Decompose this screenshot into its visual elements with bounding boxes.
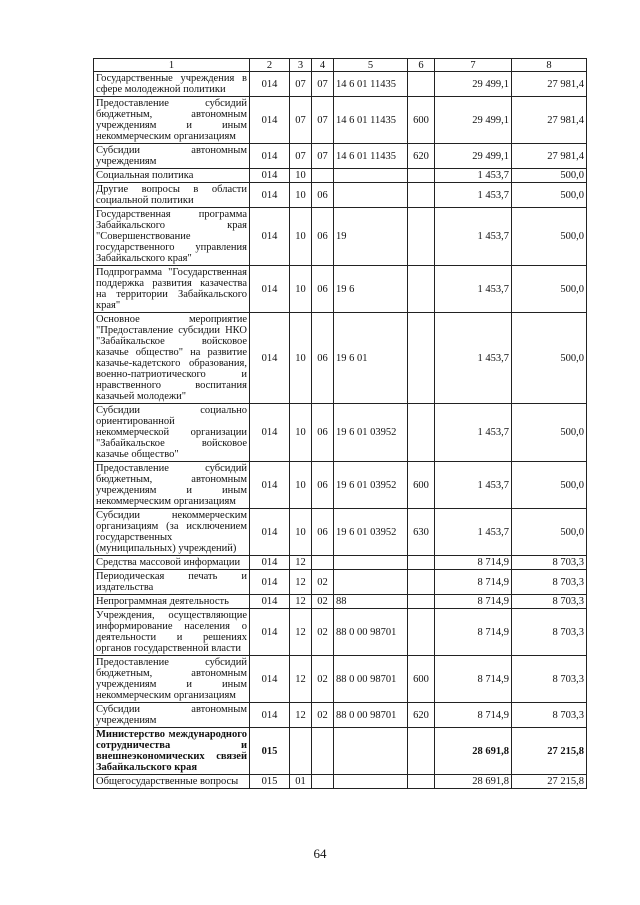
cell-expense-type: 620	[408, 703, 435, 728]
cell-amount-col7: 28 691,8	[435, 728, 512, 775]
cell-name: Учреждения, осуществляющие информирование населения о деятельности и решениях органов государственной власти	[94, 609, 250, 656]
table-row	[94, 404, 587, 462]
cell-amount-col8: 500,0	[512, 404, 587, 462]
cell-amount-col8: 8 703,3	[512, 556, 587, 570]
cell-target-article: 19 6	[334, 266, 408, 313]
header-cell-5: 5	[334, 59, 408, 72]
cell-expense-type	[408, 609, 435, 656]
cell-subsection: 06	[312, 266, 334, 313]
cell-target-article: 19	[334, 208, 408, 266]
cell-expense-type: 630	[408, 509, 435, 556]
cell-amount-col8: 27 215,8	[512, 775, 587, 789]
table-row	[94, 570, 587, 595]
table-row	[94, 183, 587, 208]
cell-expense-type	[408, 183, 435, 208]
cell-amount-col8: 500,0	[512, 266, 587, 313]
cell-name: Общегосударственные вопросы	[94, 775, 250, 789]
cell-expense-type	[408, 728, 435, 775]
cell-subsection: 06	[312, 462, 334, 509]
cell-expense-type: 620	[408, 144, 435, 169]
cell-subsection	[312, 556, 334, 570]
cell-name: Государственные учреждения в сфере молодежной политики	[94, 72, 250, 97]
cell-name: Подпрограмма "Государственная поддержка развития казачества на территории Забайкальского края"	[94, 266, 250, 313]
cell-section: 10	[290, 313, 312, 404]
cell-section: 10	[290, 208, 312, 266]
cell-amount-col7: 29 499,1	[435, 97, 512, 144]
cell-subsection	[312, 775, 334, 789]
cell-target-article: 19 6 01	[334, 313, 408, 404]
table-row	[94, 313, 587, 404]
cell-expense-type	[408, 72, 435, 97]
cell-subsection: 02	[312, 609, 334, 656]
table-row	[94, 208, 587, 266]
cell-amount-col8: 27 981,4	[512, 144, 587, 169]
cell-name: Министерство международного сотрудничества и внешнеэкономических связей Забайкальского края	[94, 728, 250, 775]
cell-amount-col8: 8 703,3	[512, 570, 587, 595]
cell-amount-col7: 1 453,7	[435, 462, 512, 509]
cell-amount-col8: 27 215,8	[512, 728, 587, 775]
cell-target-article: 88 0 00 98701	[334, 609, 408, 656]
table-row	[94, 728, 587, 775]
cell-amount-col7: 8 714,9	[435, 556, 512, 570]
cell-section: 01	[290, 775, 312, 789]
table-row	[94, 72, 587, 97]
table-row	[94, 556, 587, 570]
cell-subsection: 02	[312, 703, 334, 728]
cell-amount-col8: 500,0	[512, 208, 587, 266]
cell-name: Периодическая печать и издательства	[94, 570, 250, 595]
cell-admin-code: 014	[250, 169, 290, 183]
cell-amount-col7: 29 499,1	[435, 144, 512, 169]
cell-expense-type	[408, 266, 435, 313]
cell-amount-col7: 8 714,9	[435, 609, 512, 656]
cell-section: 10	[290, 462, 312, 509]
cell-subsection	[312, 169, 334, 183]
cell-expense-type	[408, 313, 435, 404]
cell-target-article	[334, 556, 408, 570]
header-cell-4: 4	[312, 59, 334, 72]
table-row	[94, 144, 587, 169]
cell-admin-code: 014	[250, 313, 290, 404]
cell-admin-code: 014	[250, 595, 290, 609]
cell-target-article: 19 6 01 03952	[334, 462, 408, 509]
cell-admin-code: 014	[250, 144, 290, 169]
cell-amount-col8: 8 703,3	[512, 595, 587, 609]
cell-admin-code: 014	[250, 509, 290, 556]
cell-expense-type	[408, 208, 435, 266]
cell-target-article	[334, 183, 408, 208]
cell-subsection: 07	[312, 144, 334, 169]
cell-amount-col7: 1 453,7	[435, 266, 512, 313]
cell-name: Субсидии некоммерческим организациям (за исключением государственных (муниципальных) учреждений)	[94, 509, 250, 556]
cell-admin-code: 014	[250, 404, 290, 462]
cell-amount-col8: 500,0	[512, 462, 587, 509]
table-row	[94, 169, 587, 183]
cell-expense-type: 600	[408, 656, 435, 703]
cell-amount-col7: 8 714,9	[435, 570, 512, 595]
cell-section: 10	[290, 266, 312, 313]
cell-expense-type	[408, 775, 435, 789]
cell-subsection: 02	[312, 595, 334, 609]
cell-amount-col7: 28 691,8	[435, 775, 512, 789]
table-row	[94, 656, 587, 703]
cell-expense-type	[408, 570, 435, 595]
cell-admin-code: 014	[250, 97, 290, 144]
cell-admin-code: 014	[250, 72, 290, 97]
cell-section: 07	[290, 144, 312, 169]
cell-target-article: 14 6 01 11435	[334, 144, 408, 169]
cell-name: Государственная программа Забайкальского края "Совершенствование государственного управления Забайкальского края"	[94, 208, 250, 266]
header-cell-6: 6	[408, 59, 435, 72]
cell-admin-code: 014	[250, 656, 290, 703]
cell-name: Субсидии автономным учреждениям	[94, 144, 250, 169]
page-number: 64	[313, 846, 327, 861]
cell-name: Основное мероприятие "Предоставление субсидии НКО "Забайкальское войсковое казачье общество" на развитие казачье-кадетского образования, военно-патриотического и нравственного воспитания казачьей молодежи"	[94, 313, 250, 404]
cell-admin-code: 014	[250, 183, 290, 208]
cell-target-article: 88 0 00 98701	[334, 656, 408, 703]
cell-name: Непрограммная деятельность	[94, 595, 250, 609]
cell-amount-col8: 8 703,3	[512, 609, 587, 656]
cell-target-article: 19 6 01 03952	[334, 509, 408, 556]
cell-amount-col7: 1 453,7	[435, 208, 512, 266]
cell-amount-col7: 1 453,7	[435, 404, 512, 462]
cell-name: Субсидии автономным учреждениям	[94, 703, 250, 728]
cell-amount-col7: 8 714,9	[435, 595, 512, 609]
cell-subsection: 06	[312, 183, 334, 208]
cell-target-article	[334, 775, 408, 789]
cell-target-article	[334, 728, 408, 775]
header-cell-1: 1	[94, 59, 250, 72]
cell-expense-type	[408, 169, 435, 183]
table-row	[94, 462, 587, 509]
cell-subsection: 06	[312, 208, 334, 266]
cell-amount-col7: 1 453,7	[435, 313, 512, 404]
cell-subsection: 07	[312, 97, 334, 144]
header-row	[94, 59, 587, 72]
header-cell-2: 2	[250, 59, 290, 72]
cell-amount-col7: 1 453,7	[435, 169, 512, 183]
cell-amount-col8: 500,0	[512, 183, 587, 208]
cell-admin-code: 015	[250, 728, 290, 775]
cell-amount-col7: 8 714,9	[435, 656, 512, 703]
cell-name: Социальная политика	[94, 169, 250, 183]
cell-section	[290, 728, 312, 775]
cell-expense-type: 600	[408, 97, 435, 144]
cell-admin-code: 014	[250, 570, 290, 595]
cell-amount-col8: 8 703,3	[512, 656, 587, 703]
cell-admin-code: 014	[250, 462, 290, 509]
cell-section: 12	[290, 609, 312, 656]
cell-target-article	[334, 169, 408, 183]
table-row	[94, 97, 587, 144]
cell-amount-col7: 29 499,1	[435, 72, 512, 97]
cell-amount-col8: 500,0	[512, 169, 587, 183]
header-cell-8: 8	[512, 59, 587, 72]
cell-name: Субсидии социально ориентированной некоммерческой организации "Забайкальское войсковое казачье общество"	[94, 404, 250, 462]
table-body	[94, 72, 587, 789]
cell-amount-col8: 27 981,4	[512, 97, 587, 144]
cell-name: Средства массовой информации	[94, 556, 250, 570]
cell-subsection: 06	[312, 313, 334, 404]
header-cell-7: 7	[435, 59, 512, 72]
cell-section: 10	[290, 509, 312, 556]
cell-section: 12	[290, 656, 312, 703]
cell-name: Другие вопросы в области социальной политики	[94, 183, 250, 208]
cell-section: 12	[290, 703, 312, 728]
table-row	[94, 509, 587, 556]
cell-admin-code: 014	[250, 703, 290, 728]
cell-section: 12	[290, 595, 312, 609]
cell-section: 10	[290, 404, 312, 462]
cell-section: 10	[290, 169, 312, 183]
cell-subsection: 06	[312, 404, 334, 462]
cell-section: 12	[290, 570, 312, 595]
cell-expense-type	[408, 556, 435, 570]
cell-name: Предоставление субсидий бюджетным, автономным учреждениям и иным некоммерческим организациям	[94, 97, 250, 144]
cell-amount-col7: 1 453,7	[435, 509, 512, 556]
cell-subsection: 07	[312, 72, 334, 97]
cell-admin-code: 014	[250, 266, 290, 313]
cell-subsection: 02	[312, 570, 334, 595]
cell-target-article: 88	[334, 595, 408, 609]
cell-expense-type	[408, 404, 435, 462]
cell-amount-col8: 8 703,3	[512, 703, 587, 728]
budget-table	[93, 58, 587, 789]
cell-section: 07	[290, 72, 312, 97]
cell-amount-col8: 500,0	[512, 313, 587, 404]
header-cell-3: 3	[290, 59, 312, 72]
cell-target-article: 88 0 00 98701	[334, 703, 408, 728]
cell-amount-col7: 8 714,9	[435, 703, 512, 728]
cell-admin-code: 014	[250, 609, 290, 656]
cell-admin-code: 014	[250, 208, 290, 266]
table-row	[94, 609, 587, 656]
cell-section: 12	[290, 556, 312, 570]
table-row	[94, 266, 587, 313]
table-row	[94, 595, 587, 609]
cell-name: Предоставление субсидий бюджетным, автономным учреждениям и иным некоммерческим организациям	[94, 656, 250, 703]
cell-subsection	[312, 728, 334, 775]
cell-name: Предоставление субсидий бюджетным, автономным учреждениям и иным некоммерческим организациям	[94, 462, 250, 509]
cell-expense-type	[408, 595, 435, 609]
cell-target-article	[334, 570, 408, 595]
table-row	[94, 703, 587, 728]
cell-amount-col8: 500,0	[512, 509, 587, 556]
cell-admin-code: 014	[250, 556, 290, 570]
cell-amount-col8: 27 981,4	[512, 72, 587, 97]
cell-amount-col7: 1 453,7	[435, 183, 512, 208]
cell-target-article: 19 6 01 03952	[334, 404, 408, 462]
cell-target-article: 14 6 01 11435	[334, 72, 408, 97]
cell-admin-code: 015	[250, 775, 290, 789]
cell-subsection: 06	[312, 509, 334, 556]
cell-subsection: 02	[312, 656, 334, 703]
cell-target-article: 14 6 01 11435	[334, 97, 408, 144]
cell-section: 07	[290, 97, 312, 144]
table-row	[94, 775, 587, 789]
cell-section: 10	[290, 183, 312, 208]
cell-expense-type: 600	[408, 462, 435, 509]
